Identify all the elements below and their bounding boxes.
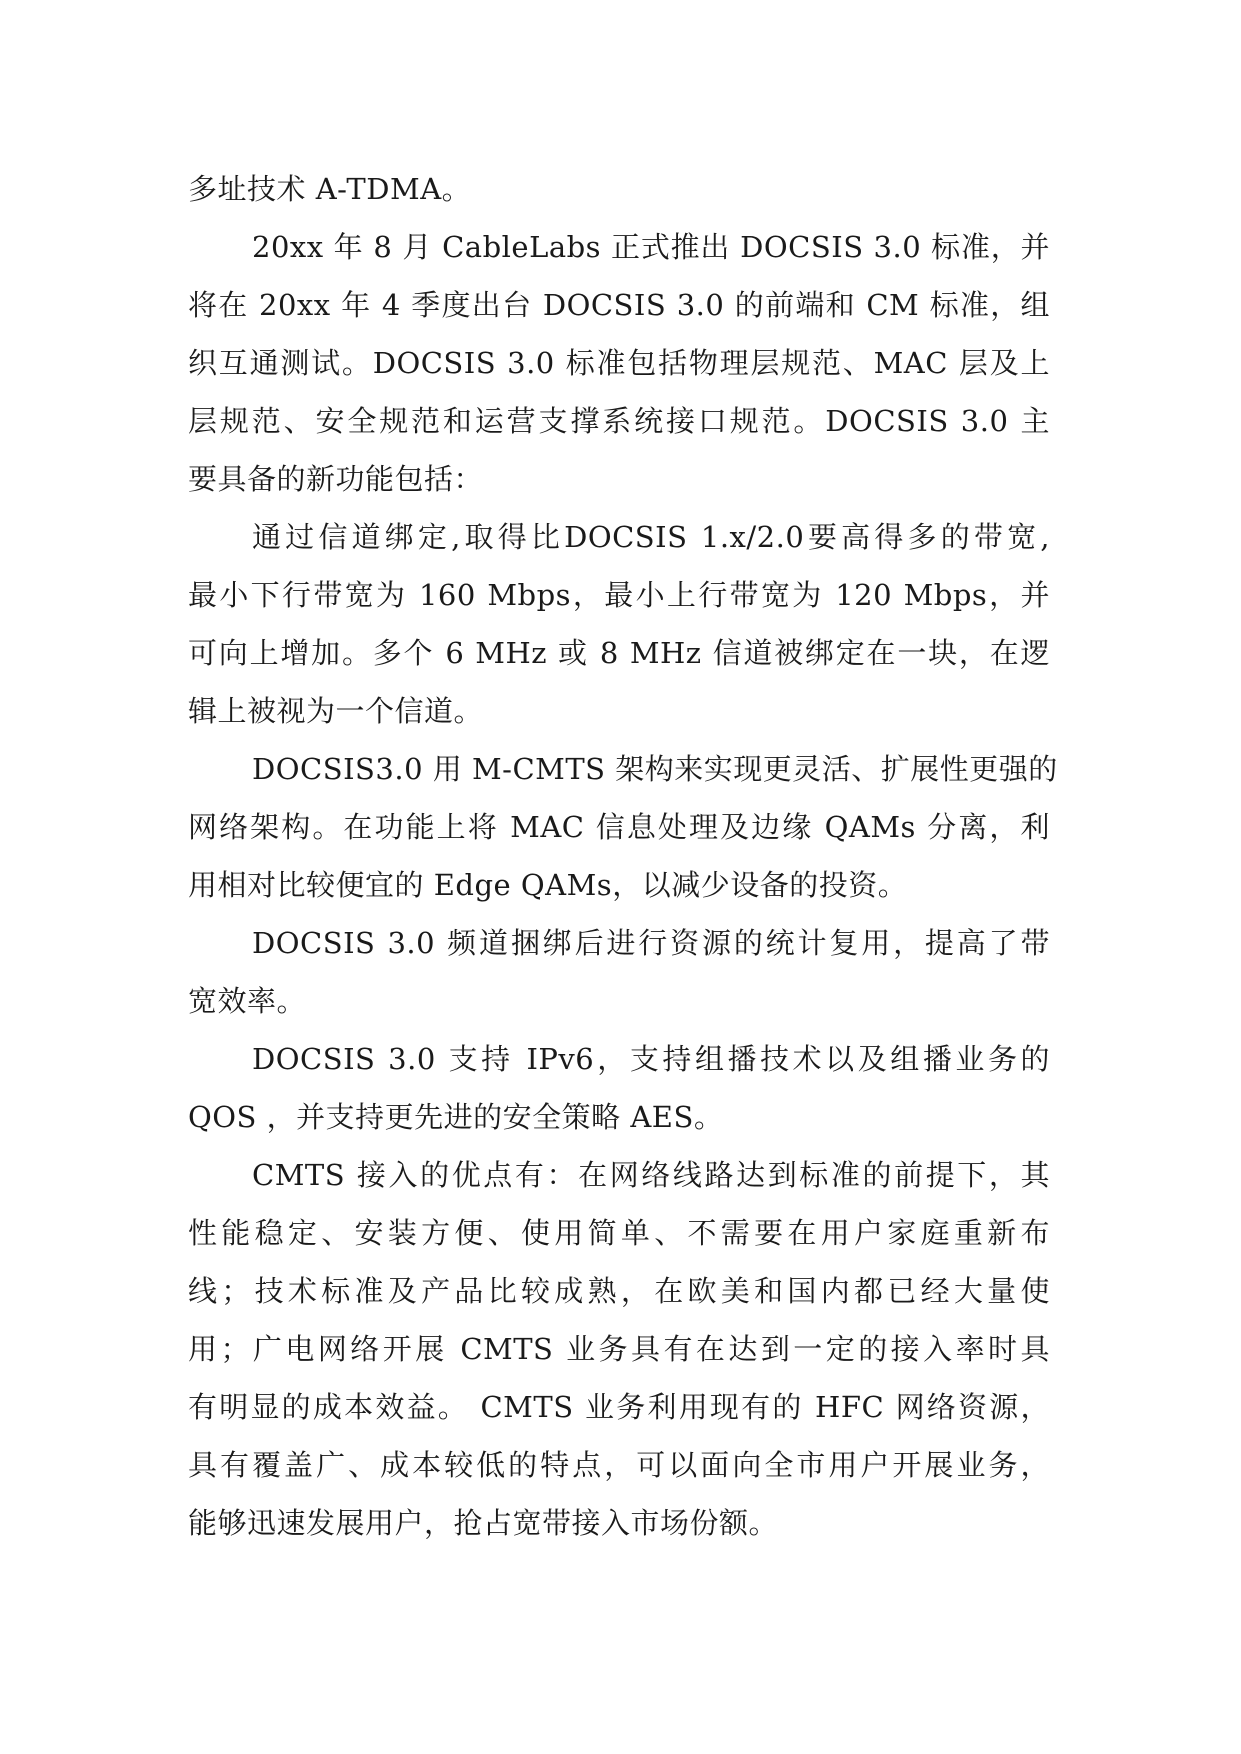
text-line: 通过信道绑定,取得比DOCSIS 1.x/2.0要高得多的带宽, [252,520,1050,554]
text-line: 有明显的成本效益。 CMTS 业务利用现有的 HFC 网络资源， [188,1390,1050,1424]
text-line: 线；技术标准及产品比较成熟，在欧美和国内都已经大量使 [188,1274,1050,1308]
text-line: 多址技术 A-TDMA。 [188,172,472,206]
text-line: 性能稳定、安装方便、使用简单、不需要在用户家庭重新布 [188,1216,1050,1250]
text-line: DOCSIS 3.0 频道捆绑后进行资源的统计复用，提高了带 [252,926,1050,960]
text-line: 用相对比较便宜的 Edge QAMs，以减少设备的投资。 [188,868,908,902]
text-line: 宽效率。 [188,984,307,1018]
text-line: 20xx 年 8 月 CableLabs 正式推出 DOCSIS 3.0 标准，并 [252,230,1050,264]
text-line: QOS ，并支持更先进的安全策略 AES。 [188,1100,724,1134]
document-body [188,160,1058,1552]
text-line: 用；广电网络开展 CMTS 业务具有在达到一定的接入率时具 [188,1332,1050,1366]
text-line: 网络架构。在功能上将 MAC 信息处理及边缘 QAMs 分离，利 [188,810,1050,844]
text-line: DOCSIS3.0 用 M-CMTS 架构来实现更灵活、扩展性更强的 [252,752,1058,786]
text-line: 具有覆盖广、成本较低的特点，可以面向全市用户开展业务， [188,1448,1050,1482]
text-line: 层规范、安全规范和运营支撑系统接口规范。DOCSIS 3.0 主 [188,404,1050,438]
text-line: CMTS 接入的优点有：在网络线路达到标准的前提下，其 [252,1158,1050,1192]
text-line: 辑上被视为一个信道。 [188,694,484,728]
text-line: 要具备的新功能包括： [188,462,484,496]
text-line: 可向上增加。多个 6 MHz 或 8 MHz 信道被绑定在一块，在逻 [188,636,1050,670]
text-line: 将在 20xx 年 4 季度出台 DOCSIS 3.0 的前端和 CM 标准，组 [188,288,1050,322]
text-line: DOCSIS 3.0 支持 IPv6，支持组播技术以及组播业务的 [252,1042,1050,1076]
text-line: 最小下行带宽为 160 Mbps，最小上行带宽为 120 Mbps，并 [188,578,1050,612]
text-line: 能够迅速发展用户，抢占宽带接入市场份额。 [188,1506,779,1540]
text-line: 织互通测试。DOCSIS 3.0 标准包括物理层规范、MAC 层及上 [188,346,1050,380]
